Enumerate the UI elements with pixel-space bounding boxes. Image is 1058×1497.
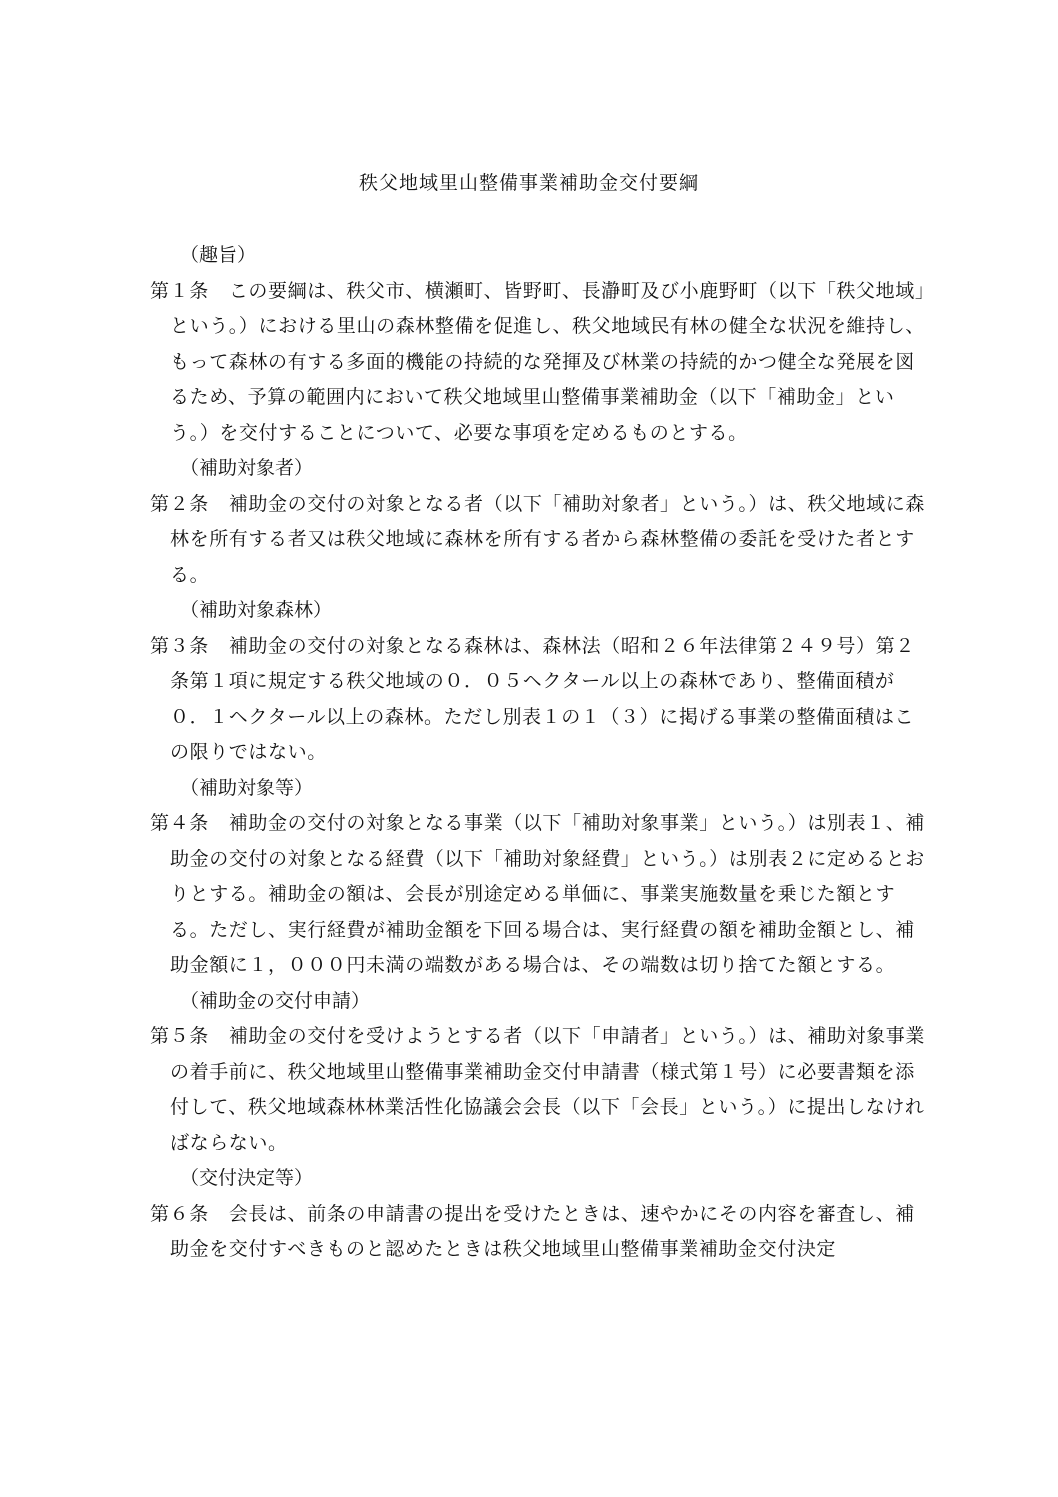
article-caption: （補助対象森林） [180, 599, 333, 621]
article-body [150, 629, 930, 771]
article-text: 補助金の交付の対象となる森林は、森林法（昭和２６年法律第２４９号）第２条第１項に規定する秩父地域の０．０５ヘクタール以上の森林であり、整備面積が０．１ヘクタール以上の森林。ただし別表１の１（３）に掲げる事業の整備面積はこの限りではない。 [170, 634, 915, 763]
article-number: 第４条 [150, 812, 209, 834]
article-body [150, 487, 930, 594]
article-number: 第１条 [150, 279, 209, 302]
article-text: 補助金の交付の対象となる事業（以下「補助対象事業」という。）は別表１、補助金の交付の対象となる経費（以下「補助対象経費」という。）は別表２に定めるとおりとする。補助金の額は、会長が別途定める単価に、事業実施数量を乗じた額とする。ただし、実行経費が補助金額を下回る場合は、実行経費の額を補助金額とし、補助金額に１，０００円未満の端数がある場合は、その端数は切り捨てた額とする。 [170, 812, 925, 976]
article-number: 第６条 [150, 1202, 209, 1225]
article-list [150, 238, 930, 1268]
article-text: 会長は、前条の申請書の提出を受けたときは、速やかにその内容を審査し、補助金を交付すべきものと認めたときは秩父地域里山整備事業補助金交付決定 [170, 1202, 915, 1260]
article-6 [150, 1161, 930, 1268]
article-2 [150, 451, 930, 593]
article-number: 第５条 [150, 1025, 209, 1047]
article-3 [150, 593, 930, 771]
article-caption: （趣旨） [180, 244, 257, 266]
article-caption: （補助対象等） [180, 776, 314, 799]
article-body [150, 274, 930, 452]
article-body [150, 1197, 930, 1268]
article-caption: （補助対象者） [180, 457, 314, 479]
article-text: 補助金の交付を受けようとする者（以下「申請者」という。）は、補助対象事業の着手前に、秩父地域里山整備事業補助金交付申請書（様式第１号）に必要書類を添付して、秩父地域森林林業活性化協議会会長（以下「会長」という。）に提出しなければならない。 [170, 1025, 925, 1154]
article-1 [150, 238, 930, 451]
article-4 [150, 771, 930, 984]
article-text: 補助金の交付の対象となる者（以下「補助対象者」という。）は、秩父地域に森林を所有する者又は秩父地域に森林を所有する者から森林整備の委託を受けた者とする。 [170, 492, 925, 586]
article-body [150, 1019, 930, 1161]
article-caption: （補助金の交付申請） [180, 989, 371, 1012]
article-number: 第３条 [150, 634, 209, 657]
article-text: この要綱は、秩父市、横瀬町、皆野町、長瀞町及び小鹿野町（以下「秩父地域」という。）における里山の森林整備を促進し、秩父地域民有林の健全な状況を維持し、もって森林の有する多面的機能の持続的な発揮及び林業の持続的かつ健全な発展を図るため、予算の範囲内において秩父地域里山整備事業補助金（以下「補助金」という。）を交付することについて、必要な事項を定めるものとする。 [170, 279, 925, 444]
article-body [150, 806, 930, 984]
article-caption: （交付決定等） [180, 1167, 314, 1189]
document-title: 秩父地域里山整備事業補助金交付要綱 [358, 172, 699, 194]
article-number: 第２条 [150, 492, 209, 515]
article-5 [150, 984, 930, 1162]
